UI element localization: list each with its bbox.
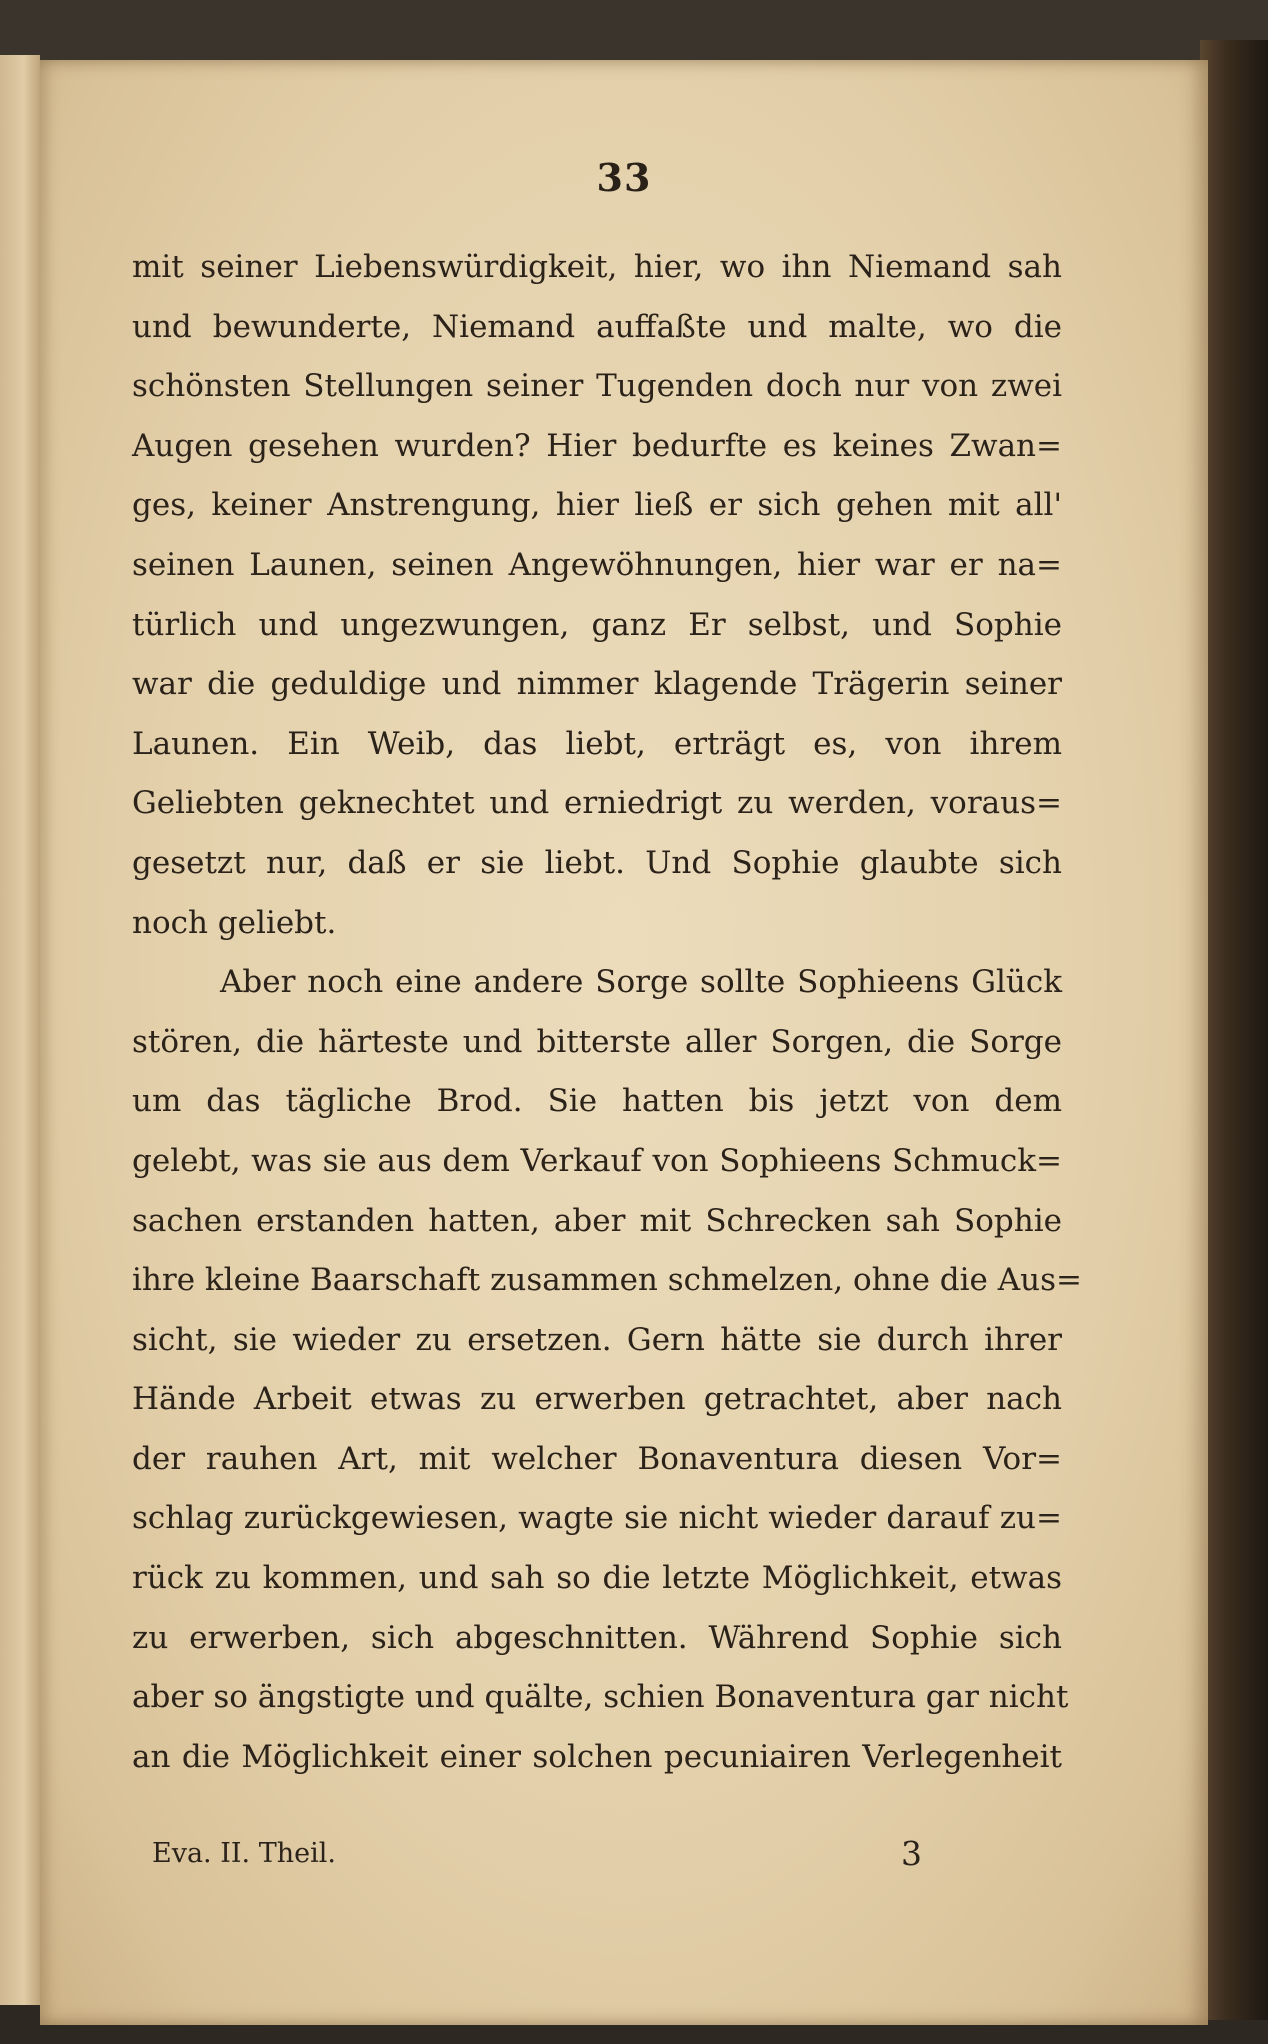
signature-line: Eva. II. Theil. (152, 1838, 336, 1869)
text-line: ges, keiner Anstrengung, hier ließ er sich gehen mit all' (132, 487, 1062, 524)
text-line: seinen Launen, seinen Angewöhnungen, hier war er na= (132, 546, 1062, 583)
text-line: Aber noch eine andere Sorge sollte Sophieens Glück (220, 964, 1062, 1001)
text-line: der rauhen Art, mit welcher Bonaventura diesen Vor= (132, 1440, 1062, 1477)
text-line: und bewunderte, Niemand auffaßte und malte, wo die (132, 308, 1062, 345)
text-line: um das tägliche Brod. Sie hatten bis jetzt von dem (132, 1083, 1062, 1120)
text-line: war die geduldige und nimmer klagende Trägerin seiner (132, 666, 1062, 703)
text-line: gesetzt nur, daß er sie liebt. Und Sophie glaubte sich (132, 844, 1062, 881)
text-line: stören, die härteste und bitterste aller Sorgen, die Sorge (132, 1023, 1062, 1060)
text-line: ihre kleine Baarschaft zusammen schmelzen, ohne die Aus= (132, 1262, 1082, 1299)
text-line: an die Möglichkeit einer solchen pecuniairen Verlegenheit (132, 1738, 1062, 1775)
page-footer (152, 1834, 922, 1882)
text-line: aber so ängstigte und quälte, schien Bonaventura gar nicht (132, 1679, 1069, 1716)
book-binding-edge (1200, 40, 1268, 2020)
text-line: Launen. Ein Weib, das liebt, erträgt es, von ihrem (132, 725, 1062, 762)
text-line: mit seiner Liebenswürdigkeit, hier, wo ihn Niemand sah (132, 249, 1062, 285)
text-line: türlich und ungezwungen, ganz Er selbst, und Sophie (132, 606, 1062, 643)
text-line: schlag zurückgewiesen, wagte sie nicht wieder darauf zu= (132, 1500, 1062, 1537)
text-line: zu erwerben, sich abgeschnitten. Während Sophie sich (132, 1619, 1062, 1656)
text-line: Hände Arbeit etwas zu erwerben getrachtet, aber nach (132, 1381, 1062, 1418)
sheet-mark: 3 (901, 1834, 922, 1873)
text-line: rück zu kommen, und sah so die letzte Möglichkeit, etwas (132, 1560, 1062, 1597)
text-line: sicht, sie wieder zu ersetzen. Gern hätte sie durch ihrer (132, 1321, 1062, 1358)
adjacent-page-edge (0, 55, 40, 2005)
body-text (132, 238, 1082, 1787)
book-page (40, 60, 1208, 2025)
text-line: noch geliebt. (132, 904, 337, 941)
text-line: Augen gesehen wurden? Hier bedurfte es keines Zwan= (132, 427, 1062, 464)
text-line: gelebt, was sie aus dem Verkauf von Sophieens Schmuck= (132, 1142, 1062, 1179)
text-line: Geliebten geknechtet und erniedrigt zu werden, voraus= (132, 785, 1062, 822)
text-line: sachen erstanden hatten, aber mit Schrecken sah Sophie (132, 1202, 1062, 1239)
text-line: schönsten Stellungen seiner Tugenden doch nur von zwei (132, 368, 1062, 405)
page-number: 33 (596, 155, 652, 200)
